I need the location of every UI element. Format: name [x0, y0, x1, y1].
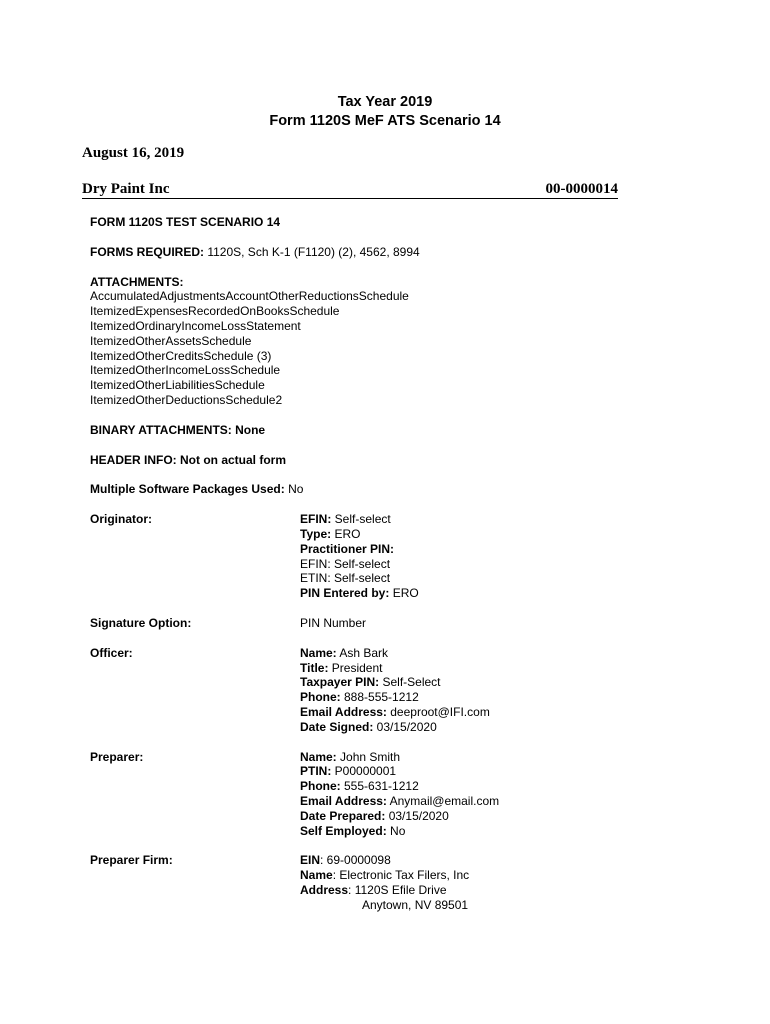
firm-ein-value: : 69-0000098 [320, 853, 391, 868]
taxpayer-pin-value: Self-Select [379, 675, 441, 690]
preparer-section [90, 750, 650, 839]
preparer-name-label: Name: [300, 749, 337, 764]
preparer-phone-value: 555-631-1212 [340, 779, 419, 794]
officer-title-value: President [328, 660, 383, 675]
attachment-item: ItemizedOtherCreditsSchedule (3) [90, 348, 272, 363]
document-body [90, 215, 650, 927]
document-title [0, 93, 770, 131]
attachment-item: ItemizedOrdinaryIncomeLossStatement [90, 318, 301, 333]
preparer-phone-label: Phone: [300, 779, 341, 794]
multiple-software-value: No [284, 482, 304, 497]
originator-values [300, 512, 650, 601]
self-employed-label: Self Employed: [300, 823, 387, 838]
attachment-item: ItemizedOtherDeductionsSchedule2 [90, 392, 283, 407]
type-value: ERO [331, 526, 361, 541]
officer-values [300, 646, 650, 735]
officer-name-label: Name: [300, 645, 337, 660]
forms-required-label: FORMS REQUIRED: [90, 244, 204, 259]
firm-address-line2: Anytown, NV 89501 [362, 897, 469, 912]
document-date: August 16, 2019 [82, 145, 185, 161]
date-prepared-label: Date Prepared: [300, 808, 386, 823]
preparer-firm-values [300, 853, 650, 912]
firm-name-value: : Electronic Tax Filers, Inc [332, 868, 470, 883]
preparer-label: Preparer: [90, 749, 144, 764]
self-employed-value: No [386, 823, 406, 838]
officer-section [90, 646, 650, 735]
signature-option-value: PIN Number [300, 615, 367, 630]
forms-required-value: 1120S, Sch K-1 (F1120) (2), 4562, 8994 [204, 244, 420, 259]
signature-option-section [90, 616, 650, 631]
attachment-item: ItemizedExpensesRecordedOnBooksSchedule [90, 304, 340, 319]
practitioner-etin: ETIN: Self-select [300, 571, 391, 586]
practitioner-efin: EFIN: Self-select [300, 556, 391, 571]
preparer-name-value: John Smith [336, 749, 401, 764]
forms-required [90, 245, 650, 260]
officer-email-label: Email Address: [300, 704, 387, 719]
company-ein: 00-0000014 [545, 181, 618, 197]
company-row [82, 181, 618, 199]
pin-entered-value: ERO [389, 586, 419, 601]
preparer-email-label: Email Address: [300, 793, 387, 808]
pin-entered-label: PIN Entered by: [300, 586, 390, 601]
officer-title-label: Title: [300, 660, 329, 675]
attachment-item: ItemizedOtherIncomeLossSchedule [90, 363, 281, 378]
taxpayer-pin-label: Taxpayer PIN: [300, 675, 380, 690]
attachment-item: AccumulatedAdjustmentsAccountOtherReductionsSchedule [90, 289, 409, 304]
attachments-section [90, 275, 650, 408]
date-prepared-value: 03/15/2020 [385, 808, 449, 823]
firm-name-label: Name [300, 868, 333, 883]
practitioner-pin-label: Practitioner PIN: [300, 541, 395, 556]
date-signed-value: 03/15/2020 [373, 719, 437, 734]
header-info: HEADER INFO: Not on actual form [90, 452, 287, 467]
attachment-item: ItemizedOtherLiabilitiesSchedule [90, 378, 265, 393]
firm-address-label: Address [300, 882, 349, 897]
ptin-value: P00000001 [331, 764, 397, 779]
originator-label: Originator: [90, 512, 152, 527]
company-name: Dry Paint Inc [82, 181, 170, 197]
binary-attachments: BINARY ATTACHMENTS: None [90, 422, 266, 437]
ptin-label: PTIN: [300, 764, 332, 779]
preparer-email-value: Anymail@email.com [386, 793, 500, 808]
firm-ein-label: EIN [300, 853, 321, 868]
efin-value: Self-select [331, 512, 391, 527]
officer-phone-label: Phone: [300, 690, 341, 705]
scenario-heading: FORM 1120S TEST SCENARIO 14 [90, 215, 281, 229]
type-label: Type: [300, 526, 332, 541]
efin-label: EFIN: [300, 512, 332, 527]
signature-option-label: Signature Option: [90, 615, 192, 630]
officer-name-value: Ash Bark [336, 645, 389, 660]
officer-label: Officer: [90, 645, 133, 660]
title-tax-year: Tax Year 2019 [337, 94, 433, 110]
attachments-label: ATTACHMENTS: [90, 274, 184, 289]
multiple-software [90, 482, 650, 497]
officer-phone-value: 888-555-1212 [340, 690, 419, 705]
title-form-scenario: Form 1120S MeF ATS Scenario 14 [269, 113, 501, 129]
date-signed-label: Date Signed: [300, 719, 374, 734]
preparer-values [300, 750, 650, 839]
firm-address-line1: : 1120S Efile Drive [348, 882, 447, 897]
multiple-software-label: Multiple Software Packages Used: [90, 482, 285, 497]
preparer-firm-label: Preparer Firm: [90, 853, 173, 868]
originator-section [90, 512, 650, 601]
attachment-item: ItemizedOtherAssetsSchedule [90, 333, 252, 348]
officer-email-value: deeproot@IFI.com [386, 704, 490, 719]
preparer-firm-section [90, 853, 650, 912]
